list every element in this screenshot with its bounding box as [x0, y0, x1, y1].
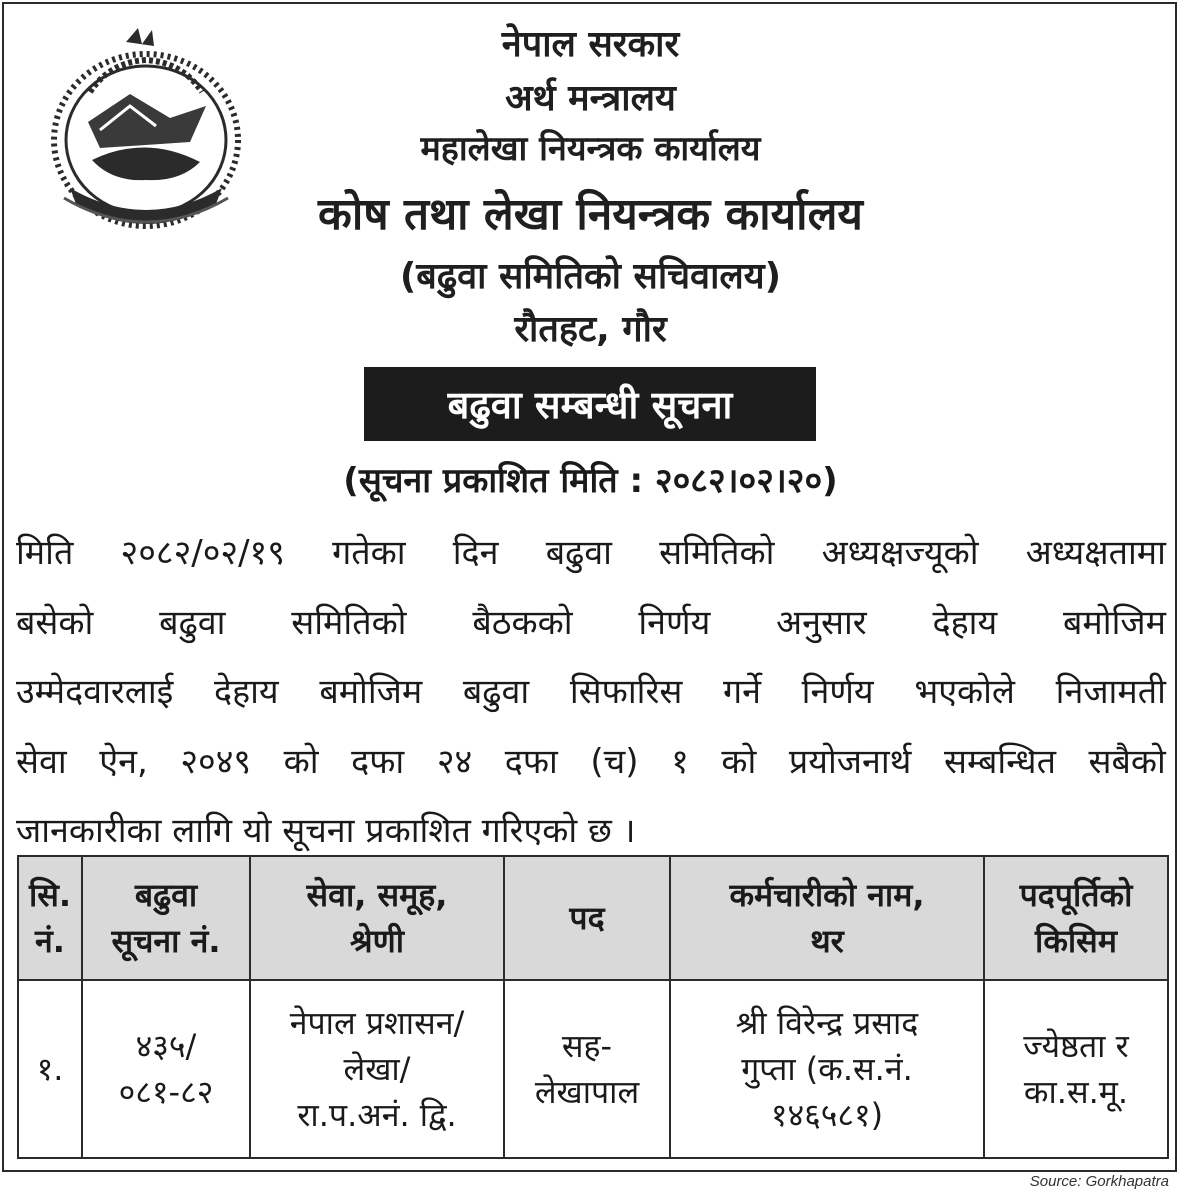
paragraph-word: बमोजिम	[1063, 603, 1166, 643]
paragraph-word: उम्मेदवारलाई	[16, 672, 174, 712]
table-cell-text: लेखा/	[343, 1050, 411, 1088]
paragraph-word: ऐन,	[99, 742, 148, 782]
paragraph-word: बढुवा	[545, 533, 612, 573]
paragraph-word: प्रयोजनार्थ	[788, 742, 912, 782]
paragraph-line	[16, 667, 1166, 713]
table-cell-text: १४६५८१)	[770, 1096, 884, 1134]
paragraph-word: २०८२/०२/१९	[120, 533, 285, 573]
table-cell-text: गुप्ता (क.स.नं.	[741, 1050, 913, 1088]
paragraph-word: (च)	[590, 742, 639, 782]
promotion-table	[17, 855, 1169, 1159]
table-cell	[984, 980, 1168, 1158]
table-cell-text: ४३५/	[135, 1027, 197, 1065]
paragraph-word: भएकोले	[914, 672, 1015, 712]
table-header-text: सेवा, समूह,	[306, 876, 448, 914]
header-secretariat: (बढुवा समितिको सचिवालय)	[399, 256, 782, 297]
paragraph-word: निर्णय	[801, 672, 874, 712]
paragraph-word: २०४९	[180, 742, 252, 782]
table-header-cell	[504, 856, 670, 980]
paragraph-word: सेवा	[16, 742, 67, 782]
table-cell-text: १.	[36, 1050, 64, 1088]
table-header-row	[18, 856, 1168, 980]
paragraph-word: देहाय	[932, 603, 998, 643]
paragraph-word: अनुसार	[776, 603, 867, 643]
paragraph-word: अध्यक्षतामा	[1025, 533, 1166, 573]
paragraph-word: देहाय	[214, 672, 279, 712]
table-header-cell	[984, 856, 1168, 980]
source-credit: Source: Gorkhapatra	[1029, 1173, 1169, 1190]
notice-title: बढुवा सम्बन्धी सूचना	[364, 367, 816, 441]
paragraph-word: निजामती	[1055, 672, 1166, 712]
table-cell-text: नेपाल प्रशासन/	[289, 1004, 465, 1042]
table-header-text: पद	[569, 899, 605, 937]
header-treasury-office: कोष तथा लेखा नियन्त्रक कार्यालय	[318, 189, 863, 240]
paragraph-word: मिति	[16, 533, 74, 573]
table-row	[18, 980, 1168, 1158]
paragraph-line	[16, 528, 1166, 574]
paragraph-word: अध्यक्षज्यूको	[821, 533, 979, 573]
header-ministry: अर्थ मन्त्रालय	[505, 78, 676, 119]
paragraph-word: दफा	[504, 742, 558, 782]
paragraph-word: समितिको	[291, 603, 407, 643]
table-header-text: थर	[810, 922, 844, 960]
table-cell-text: ज्येष्ठता र	[1023, 1027, 1129, 1065]
paragraph-word: समितिको	[659, 533, 775, 573]
paragraph-line	[16, 806, 1166, 852]
paragraph-word: बसेको	[16, 603, 94, 643]
table-cell-text: रा.प.अनं. द्वि.	[297, 1096, 457, 1134]
paragraph-word: को	[721, 742, 757, 782]
publish-date: (सूचना प्रकाशित मिति : २०८२।०२।२०)	[343, 461, 838, 501]
table-header-cell	[18, 856, 82, 980]
paragraph-word: सम्बन्धित	[943, 742, 1056, 782]
table-cell-text: श्री विरेन्द्र प्रसाद	[735, 1004, 919, 1042]
header-controller-office: महालेखा नियन्त्रक कार्यालय	[420, 129, 761, 169]
table-header-text: कर्मचारीको नाम,	[729, 876, 925, 914]
paragraph-word: दिन	[452, 533, 499, 573]
table-cell-text: सह-	[561, 1027, 613, 1065]
table-header-text: श्रेणी	[349, 922, 405, 960]
table-cell	[82, 980, 250, 1158]
table-header-text: पदपूर्तिको	[1019, 876, 1133, 914]
table-header-text: नं.	[35, 922, 65, 960]
header-government: नेपाल सरकार	[501, 24, 680, 65]
paragraph-line	[16, 737, 1166, 783]
paragraph-word: निर्णय	[638, 603, 711, 643]
header-location: रौतहट, गौर	[514, 309, 667, 350]
table-header-cell	[670, 856, 984, 980]
table-cell	[18, 980, 82, 1158]
paragraph-word: दफा	[351, 742, 405, 782]
paragraph-word: गर्ने	[723, 672, 762, 712]
table-header-text: किसिम	[1035, 922, 1117, 960]
paragraph-word: बैठकको	[472, 603, 573, 643]
paragraph-word: १	[671, 742, 689, 782]
table-header-text: सूचना नं.	[111, 922, 221, 960]
table-cell-text: का.स.मू.	[1023, 1073, 1129, 1111]
table-header-text: बढुवा	[134, 876, 198, 914]
table-cell-text: लेखापाल	[534, 1073, 640, 1111]
table-header-text: सि.	[28, 876, 72, 914]
table-header-cell	[82, 856, 250, 980]
paragraph-line	[16, 598, 1166, 644]
paragraph-text: जानकारीका लागि यो सूचना प्रकाशित गरिएको छ ।	[16, 811, 636, 851]
paragraph-word: सिफारिस	[569, 672, 683, 712]
paragraph-word: बढुवा	[462, 672, 530, 712]
paragraph-word: बमोजिम	[319, 672, 423, 712]
table-cell	[670, 980, 984, 1158]
paragraph-word: बढुवा	[159, 603, 226, 643]
table-cell	[250, 980, 504, 1158]
table-header-cell	[250, 856, 504, 980]
paragraph-word: को	[283, 742, 319, 782]
paragraph-word: सबैको	[1088, 742, 1166, 782]
paragraph-word: २४	[436, 742, 473, 782]
table-cell	[504, 980, 670, 1158]
paragraph-word: गतेका	[332, 533, 406, 573]
table-cell-text: ०८१-८२	[118, 1073, 214, 1111]
